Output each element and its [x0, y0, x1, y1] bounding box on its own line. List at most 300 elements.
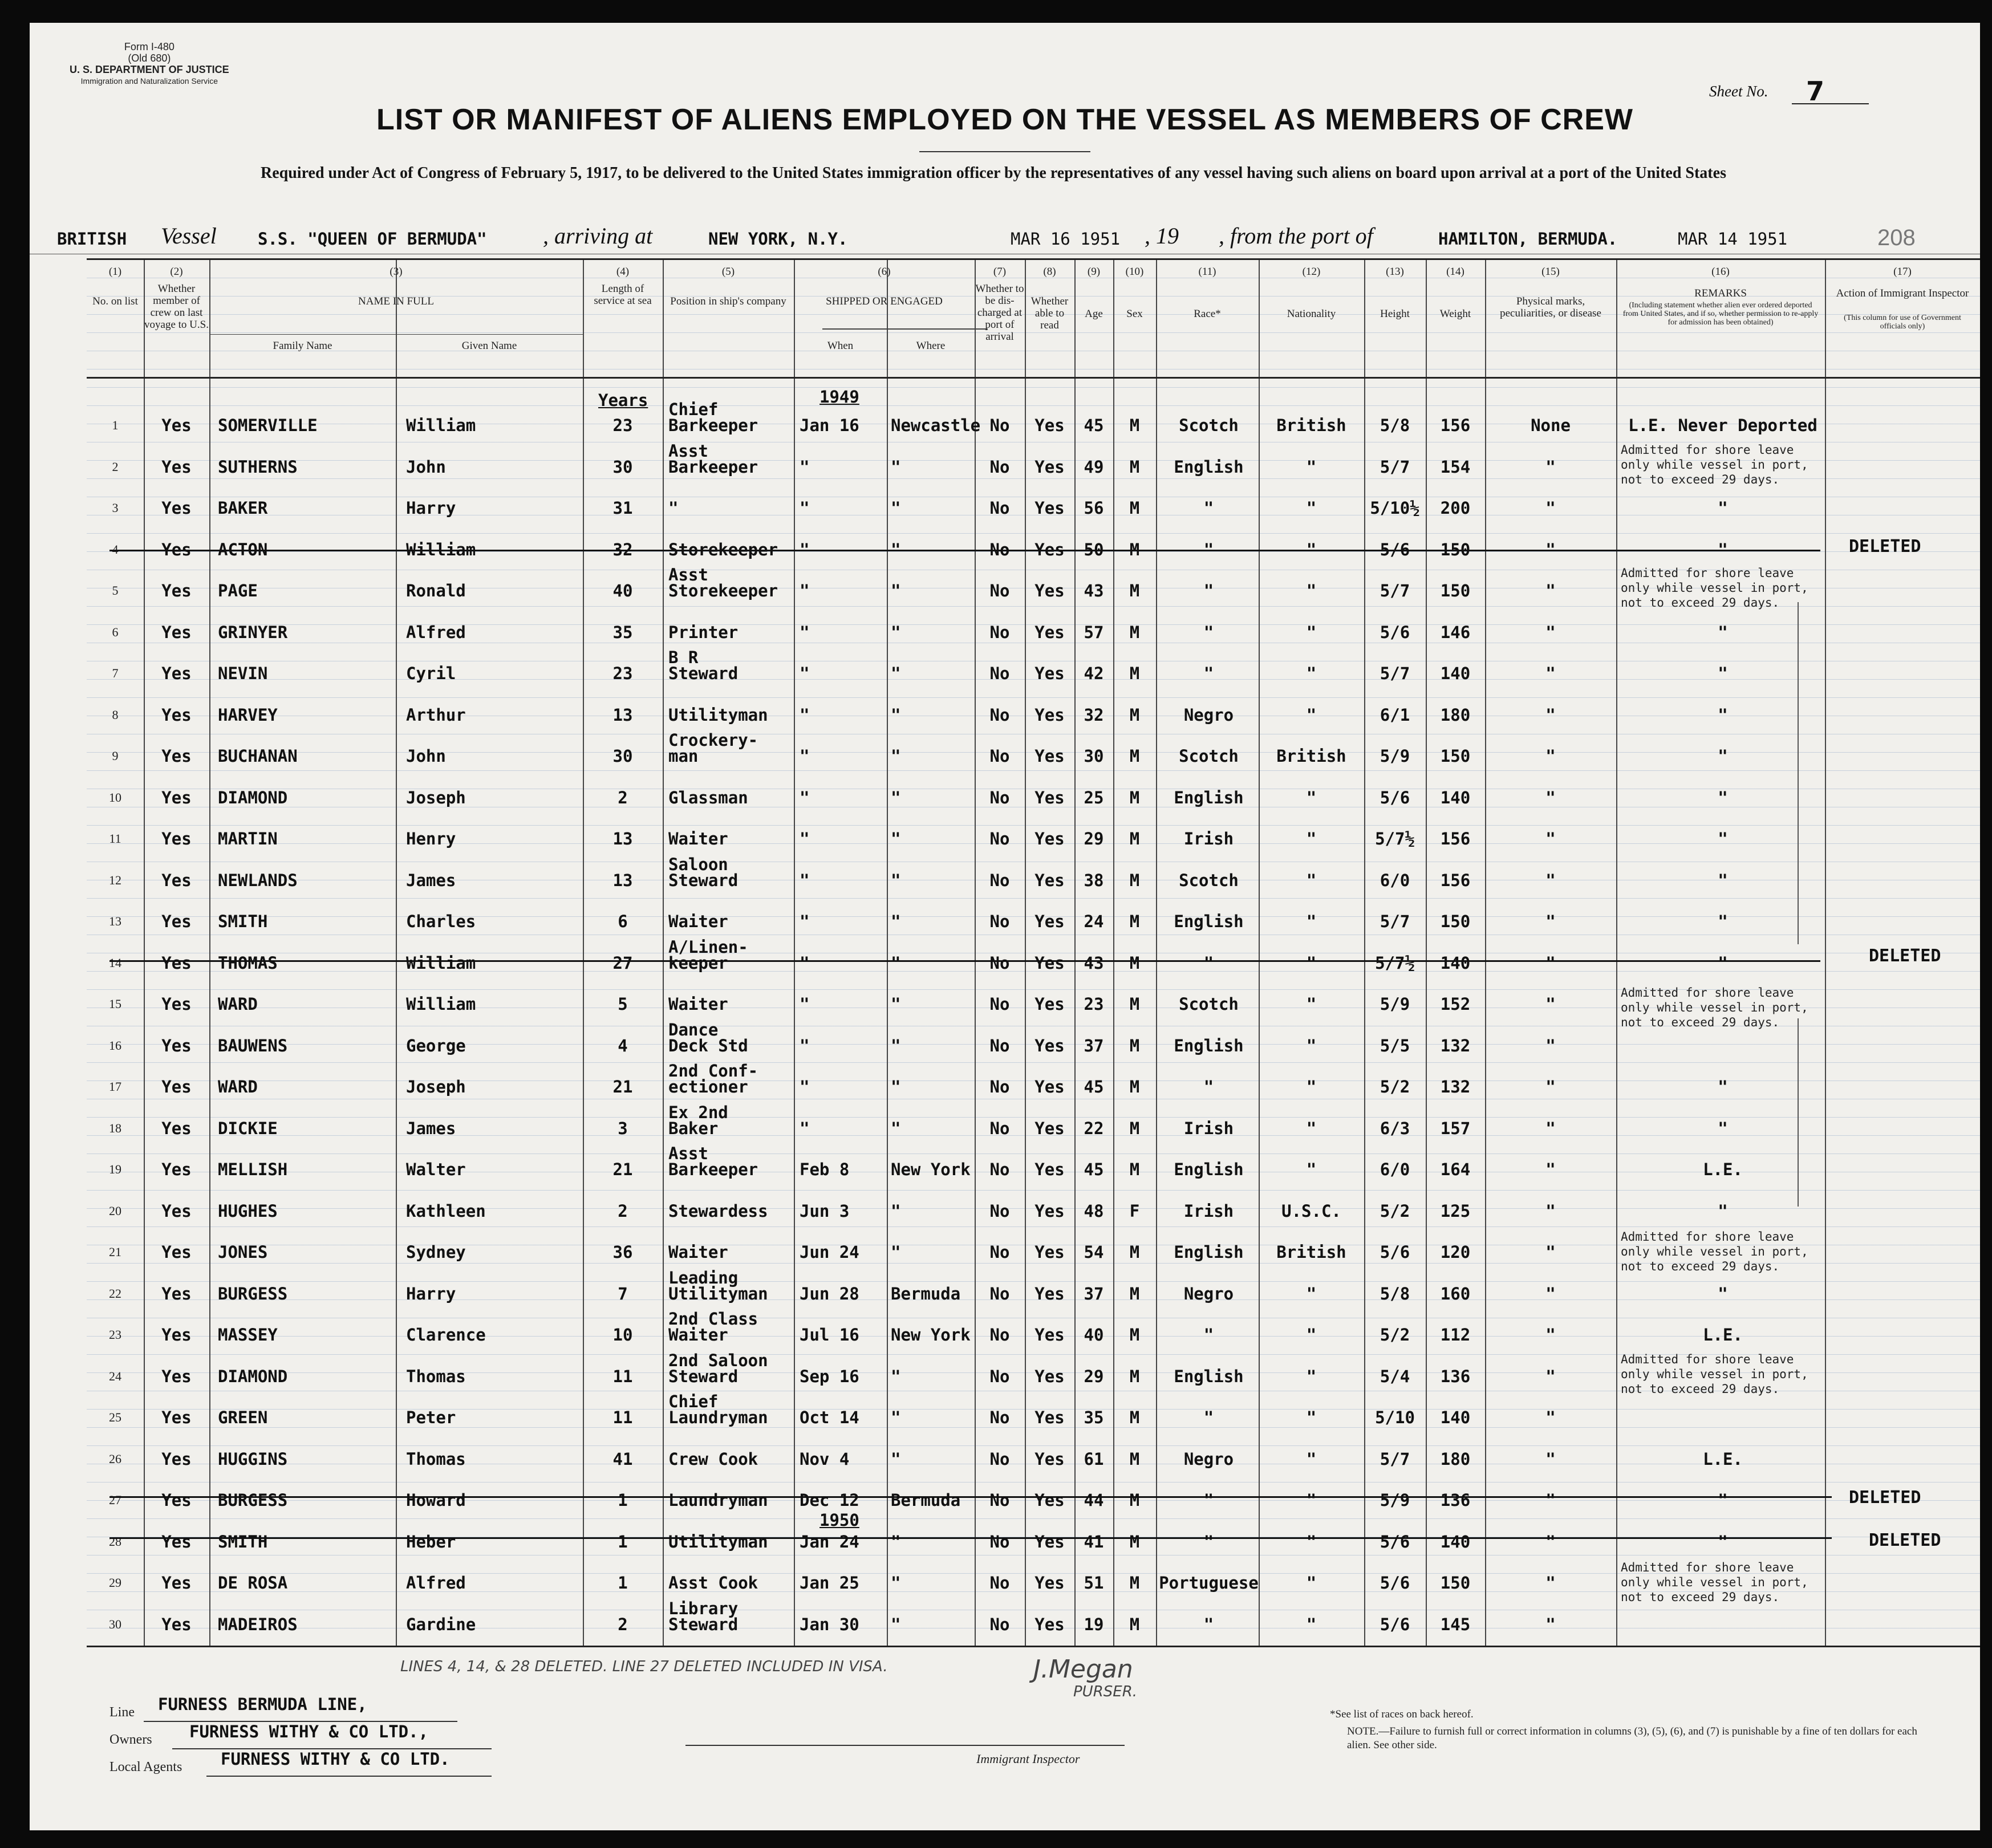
cell-years: 1	[618, 1490, 628, 1510]
owners-value: FURNESS WITHY & CO LTD.,	[189, 1722, 429, 1741]
cell-position-line1: Chief	[668, 1392, 719, 1411]
cell-when: Jun 28	[800, 1284, 859, 1303]
cell-years: 2	[618, 1614, 628, 1634]
col2-number: (2)	[170, 266, 183, 278]
cell-disch: No	[989, 1532, 1010, 1551]
cell-when: Jun 24	[800, 1242, 859, 1262]
form-number: Form I-480	[124, 41, 175, 52]
cell-position-line2: Deck Std	[668, 1035, 748, 1055]
cell-given: Cyril	[406, 664, 456, 683]
cell-read: Yes	[1034, 1449, 1065, 1469]
cell-position-line1: Leading	[668, 1268, 739, 1287]
cell-race: Scotch	[1179, 870, 1239, 890]
cell-years: 23	[612, 664, 633, 683]
cell-where: New York	[891, 1325, 971, 1345]
cell-remarks: "	[1718, 1284, 1728, 1303]
cell-last: Yes	[161, 1077, 192, 1096]
cell-when: "	[800, 746, 810, 766]
cell-disch: No	[989, 870, 1010, 890]
cell-where: "	[891, 622, 901, 642]
cell-years: 11	[612, 1408, 633, 1427]
cell-where: "	[891, 1077, 901, 1096]
cell-family: HUGHES	[218, 1201, 278, 1221]
col17-subheader: (This column for use of Government officials only)	[1844, 314, 1961, 331]
cell-wt: 156	[1440, 416, 1471, 435]
cell-ht: 5/7	[1380, 457, 1410, 477]
col-divider	[794, 260, 795, 1646]
cell-no: 25	[109, 1410, 121, 1424]
cell-given: Joseph	[406, 787, 466, 807]
cell-marks: "	[1545, 1408, 1556, 1427]
cell-family: HUGGINS	[218, 1449, 288, 1469]
col13-header: Height	[1380, 308, 1410, 320]
cell-nat: British	[1276, 1242, 1346, 1262]
cell-sex: M	[1129, 539, 1140, 559]
cell-age: 25	[1084, 787, 1104, 807]
cell-age: 48	[1084, 1201, 1104, 1221]
cell-remarks: "	[1718, 1118, 1728, 1138]
cell-remarks: "	[1718, 539, 1728, 559]
cell-ht: 5/7	[1380, 1449, 1410, 1469]
cell-where: "	[891, 705, 901, 725]
cell-race: "	[1203, 1614, 1214, 1634]
cell-when: Jan 25	[800, 1573, 859, 1593]
cell-age: 61	[1084, 1449, 1104, 1469]
cell-years: 27	[612, 953, 633, 973]
cell-marks: "	[1545, 1284, 1556, 1303]
manifest-sheet	[30, 23, 1980, 1830]
col9-header: Age	[1085, 308, 1103, 320]
where-header: Where	[916, 340, 946, 352]
col15-header: Physical marks, peculiarities, or disease	[1500, 295, 1601, 319]
cell-position-line2: Utilityman	[668, 1532, 768, 1551]
cell-read: Yes	[1034, 1160, 1065, 1179]
cell-last: Yes	[161, 1160, 192, 1179]
cell-remarks: "	[1718, 1490, 1728, 1510]
purser-label: PURSER.	[1073, 1683, 1138, 1700]
name-header-rule	[209, 334, 583, 335]
cell-ht: 5/7	[1380, 581, 1410, 600]
cell-where: "	[891, 746, 901, 766]
vessel-flag: BRITISH	[57, 229, 127, 249]
year-label: , 19	[1145, 223, 1179, 249]
departure-port: HAMILTON, BERMUDA.	[1438, 229, 1618, 249]
cell-given: Henry	[406, 829, 456, 848]
cell-where: "	[891, 787, 901, 807]
cell-age: 35	[1084, 1408, 1104, 1427]
cell-marks: "	[1545, 705, 1556, 725]
cell-age: 37	[1084, 1284, 1104, 1303]
cell-nat: "	[1306, 1160, 1317, 1179]
col9-number: (9)	[1087, 266, 1101, 278]
cell-when: "	[800, 1118, 810, 1138]
cell-given: Walter	[406, 1160, 466, 1179]
cell-nat: "	[1306, 953, 1317, 973]
cell-sex: M	[1129, 457, 1140, 477]
cell-where: "	[891, 829, 901, 848]
cell-given: Harry	[406, 498, 456, 518]
cell-position-line2: Barkeeper	[668, 457, 758, 477]
cell-position-line2: Steward	[668, 1366, 739, 1386]
cell-age: 54	[1084, 1242, 1104, 1262]
cell-position-line2: Asst Cook	[668, 1573, 758, 1593]
cell-marks: "	[1545, 912, 1556, 931]
cell-sex: M	[1129, 829, 1140, 848]
cell-years: 30	[612, 457, 633, 477]
cell-where: "	[891, 581, 901, 600]
cell-marks: "	[1545, 498, 1556, 518]
cell-race: Negro	[1183, 1449, 1234, 1469]
cell-where: "	[891, 1366, 901, 1386]
cell-years: 1	[618, 1532, 628, 1551]
cell-family: HARVEY	[218, 705, 278, 725]
cell-no: 14	[109, 955, 121, 970]
cell-age: 29	[1084, 829, 1104, 848]
cell-where: "	[891, 539, 901, 559]
cell-sex: M	[1129, 1614, 1140, 1634]
cell-position-line2: Storekeeper	[668, 539, 778, 559]
cell-nat: U.S.C.	[1281, 1201, 1341, 1221]
cell-age: 37	[1084, 1035, 1104, 1055]
cell-where: Bermuda	[891, 1490, 961, 1510]
cell-ht: 5/6	[1380, 1573, 1410, 1593]
cell-family: DIAMOND	[218, 787, 288, 807]
cell-wt: 140	[1440, 787, 1471, 807]
shore-leave-remark: Admitted for shore leave only while vessel in port, not to exceed 29 days.	[1621, 566, 1808, 610]
cell-wt: 164	[1440, 1160, 1471, 1179]
cell-remarks: "	[1718, 953, 1728, 973]
deleted-stamp-row-28: DELETED	[1869, 1530, 1941, 1550]
cell-nat: "	[1306, 705, 1317, 725]
cell-read: Yes	[1034, 953, 1065, 973]
cell-marks: "	[1545, 457, 1556, 477]
col-divider	[1156, 260, 1157, 1646]
cell-no: 1	[112, 418, 119, 432]
cell-position-line1: Ex 2nd	[668, 1102, 728, 1122]
cell-no: 29	[109, 1575, 121, 1590]
cell-when: "	[800, 953, 810, 973]
cell-read: Yes	[1034, 870, 1065, 890]
cell-age: 38	[1084, 870, 1104, 890]
shore-leave-remark: Admitted for shore leave only while vessel in port, not to exceed 29 days.	[1621, 1230, 1808, 1273]
cell-no: 2	[112, 459, 119, 474]
cell-ht: 5/2	[1380, 1325, 1410, 1345]
cell-years: 30	[612, 746, 633, 766]
cell-family: MASSEY	[218, 1325, 278, 1345]
cell-family: BUCHANAN	[218, 746, 298, 766]
cell-wt: 136	[1440, 1366, 1471, 1386]
owners-label: Owners	[109, 1732, 152, 1747]
cell-last: Yes	[161, 622, 192, 642]
cell-marks: "	[1545, 539, 1556, 559]
vessel-label: Vessel	[161, 223, 217, 249]
cell-where: "	[891, 1614, 901, 1634]
col-divider	[396, 260, 397, 1646]
cell-given: Ronald	[406, 581, 466, 600]
cell-no: 18	[109, 1120, 121, 1135]
cell-race: Negro	[1183, 705, 1234, 725]
cell-no: 7	[112, 666, 119, 680]
cell-read: Yes	[1034, 1490, 1065, 1510]
cell-years: 21	[612, 1160, 633, 1179]
cell-where: "	[891, 953, 901, 973]
cell-wt: 125	[1440, 1201, 1471, 1221]
cell-nat: "	[1306, 664, 1317, 683]
year-1950-marker: 1950	[819, 1510, 859, 1530]
cell-disch: No	[989, 1284, 1010, 1303]
col4-header: Length of service at sea	[594, 283, 652, 307]
cell-last: Yes	[161, 994, 192, 1014]
cell-remarks: "	[1718, 622, 1728, 642]
cell-ht: 6/0	[1380, 1160, 1410, 1179]
cell-read: Yes	[1034, 416, 1065, 435]
row-28-strike	[109, 1537, 1832, 1539]
cell-race: Irish	[1183, 1118, 1234, 1138]
cell-age: 45	[1084, 416, 1104, 435]
cell-nat: "	[1306, 1325, 1317, 1345]
cell-sex: M	[1129, 664, 1140, 683]
cell-disch: No	[989, 705, 1010, 725]
cell-disch: No	[989, 1077, 1010, 1096]
cell-family: ACTON	[218, 539, 268, 559]
cell-nat: "	[1306, 912, 1317, 931]
shipped-header-rule	[822, 328, 988, 330]
cell-marks: "	[1545, 1118, 1556, 1138]
cell-position-line1: Asst	[668, 441, 708, 461]
cell-marks: "	[1545, 746, 1556, 766]
cell-where: "	[891, 1118, 901, 1138]
cell-wt: 140	[1440, 1408, 1471, 1427]
cell-read: Yes	[1034, 457, 1065, 477]
cell-ht: 5/7½	[1375, 829, 1415, 848]
cell-no: 4	[112, 542, 119, 557]
cell-remarks: "	[1718, 746, 1728, 766]
cell-marks: "	[1545, 1160, 1556, 1179]
cell-age: 32	[1084, 705, 1104, 725]
cell-when: Jul 16	[800, 1325, 859, 1345]
cell-position-line2: Waiter	[668, 1325, 728, 1345]
cell-disch: No	[989, 1118, 1010, 1138]
sheet-number-value: 7	[1806, 76, 1825, 107]
cell-race: "	[1203, 1325, 1214, 1345]
cell-years: 13	[612, 870, 633, 890]
cell-marks: "	[1545, 994, 1556, 1014]
cell-when: "	[800, 870, 810, 890]
cell-ht: 5/10	[1375, 1408, 1415, 1427]
cell-years: 1	[618, 1573, 628, 1593]
cell-no: 19	[109, 1162, 121, 1176]
cell-nat: "	[1306, 1284, 1317, 1303]
cell-read: Yes	[1034, 912, 1065, 931]
cell-read: Yes	[1034, 1408, 1065, 1427]
cell-age: 40	[1084, 1325, 1104, 1345]
cell-marks: "	[1545, 1573, 1556, 1593]
cell-nat: "	[1306, 994, 1317, 1014]
cell-years: 32	[612, 539, 633, 559]
cell-years: 13	[612, 705, 633, 725]
cell-no: 28	[109, 1534, 121, 1549]
page-subtitle: Required under Act of Congress of February 5, 1917, to be delivered to the United States immigration officer by the representatives of any vessel having such aliens on board upon arrival at a port of the United States	[261, 164, 1726, 182]
cell-where: Bermuda	[891, 1284, 961, 1303]
cell-wt: 150	[1440, 539, 1471, 559]
cell-position-line2: Laundryman	[668, 1408, 768, 1427]
col2-header: Whether member of crew on last voyage to U.S.	[144, 283, 209, 331]
cell-years: 36	[612, 1242, 633, 1262]
cell-marks: "	[1545, 1035, 1556, 1055]
cell-disch: No	[989, 1490, 1010, 1510]
cell-years: 23	[612, 416, 633, 435]
cell-given: Joseph	[406, 1077, 466, 1096]
cell-years: 6	[618, 912, 628, 931]
cell-wt: 140	[1440, 953, 1471, 973]
cell-given: James	[406, 1118, 456, 1138]
cell-last: Yes	[161, 1614, 192, 1634]
cell-where: Newcastle	[891, 416, 981, 435]
cell-sex: M	[1129, 1366, 1140, 1386]
pencil-bracket	[1798, 1018, 1799, 1207]
cell-given: Kathleen	[406, 1201, 486, 1221]
cell-position-line1: B R	[668, 648, 699, 667]
col10-number: (10)	[1125, 266, 1144, 278]
cell-sex: M	[1129, 416, 1140, 435]
cell-marks: "	[1545, 1449, 1556, 1469]
cell-race: "	[1203, 498, 1214, 518]
cell-position-line2: Barkeeper	[668, 1160, 758, 1179]
cell-read: Yes	[1034, 705, 1065, 725]
cell-race: Scotch	[1179, 746, 1239, 766]
cell-nat: "	[1306, 1490, 1317, 1510]
cell-nat: "	[1306, 1614, 1317, 1634]
cell-remarks: "	[1718, 1201, 1728, 1221]
cell-disch: No	[989, 539, 1010, 559]
cell-marks: "	[1545, 1366, 1556, 1386]
cell-marks: None	[1531, 416, 1571, 435]
cell-when: Dec 12	[800, 1490, 859, 1510]
cell-no: 27	[109, 1493, 121, 1507]
cell-read: Yes	[1034, 539, 1065, 559]
cell-read: Yes	[1034, 1201, 1065, 1221]
cell-position-line1: Dance	[668, 1020, 719, 1039]
cell-position-line2: Baker	[668, 1118, 719, 1138]
cell-race: English	[1174, 1242, 1244, 1262]
cell-nat: "	[1306, 581, 1317, 600]
cell-read: Yes	[1034, 994, 1065, 1014]
cell-read: Yes	[1034, 622, 1065, 642]
cell-age: 50	[1084, 539, 1104, 559]
col3-number: (3)	[390, 266, 403, 278]
cell-race: English	[1174, 912, 1244, 931]
cell-given: Clarence	[406, 1325, 486, 1345]
cell-read: Yes	[1034, 787, 1065, 807]
cell-family: THOMAS	[218, 953, 278, 973]
cell-disch: No	[989, 1201, 1010, 1221]
col17-header: Action of Immigrant Inspector	[1836, 287, 1969, 299]
cell-ht: 5/9	[1380, 1490, 1410, 1510]
cell-read: Yes	[1034, 1366, 1065, 1386]
cell-marks: "	[1545, 953, 1556, 973]
cell-years: 2	[618, 787, 628, 807]
cell-wt: 156	[1440, 870, 1471, 890]
cell-nat: "	[1306, 457, 1317, 477]
cell-when: "	[800, 912, 810, 931]
cell-marks: "	[1545, 1077, 1556, 1096]
cell-wt: 150	[1440, 1573, 1471, 1593]
cell-read: Yes	[1034, 1325, 1065, 1345]
cell-read: Yes	[1034, 1284, 1065, 1303]
cell-sex: M	[1129, 1035, 1140, 1055]
cell-given: Alfred	[406, 622, 466, 642]
cell-given: James	[406, 870, 456, 890]
cell-wt: 152	[1440, 994, 1471, 1014]
cell-no: 30	[109, 1617, 121, 1631]
cell-position-line2: Utilityman	[668, 705, 768, 725]
cell-sex: M	[1129, 622, 1140, 642]
cell-marks: "	[1545, 1490, 1556, 1510]
cell-ht: 5/7	[1380, 912, 1410, 931]
cell-disch: No	[989, 1325, 1010, 1345]
cell-remarks: L.E.	[1703, 1160, 1743, 1179]
cell-wt: 180	[1440, 1449, 1471, 1469]
cell-ht: 5/6	[1380, 539, 1410, 559]
cell-nat: "	[1306, 1077, 1317, 1096]
cell-read: Yes	[1034, 1118, 1065, 1138]
cell-family: SMITH	[218, 1532, 268, 1551]
row-27-strike	[109, 1496, 1832, 1498]
cell-nat: "	[1306, 829, 1317, 848]
cell-race: Portuguese	[1159, 1573, 1259, 1593]
cell-race: English	[1174, 1160, 1244, 1179]
shore-leave-remark: Admitted for shore leave only while vessel in port, not to exceed 29 days.	[1621, 1353, 1808, 1396]
cell-age: 22	[1084, 1118, 1104, 1138]
cell-when: "	[800, 1077, 810, 1096]
cell-no: 21	[109, 1245, 121, 1259]
cell-race: English	[1174, 457, 1244, 477]
col3-header: NAME IN FULL	[358, 295, 434, 307]
col16-header: REMARKS	[1694, 287, 1747, 299]
cell-when: "	[800, 787, 810, 807]
local-agents-label: Local Agents	[109, 1760, 182, 1774]
cell-race: Scotch	[1179, 994, 1239, 1014]
cell-race: Irish	[1183, 1201, 1234, 1221]
cell-disch: No	[989, 1573, 1010, 1593]
cell-position-line1: Asst	[668, 565, 708, 584]
vessel-name: S.S. "QUEEN OF BERMUDA"	[258, 229, 487, 249]
cell-race: English	[1174, 1366, 1244, 1386]
page-title: LIST OR MANIFEST OF ALIENS EMPLOYED ON THE VESSEL AS MEMBERS OF CREW	[376, 103, 1633, 136]
cell-years: 7	[618, 1284, 628, 1303]
cell-wt: 200	[1440, 498, 1471, 518]
cell-position-line1: 2nd Saloon	[668, 1350, 768, 1370]
cell-nat: "	[1306, 622, 1317, 642]
cell-no: 23	[109, 1327, 121, 1342]
cell-race: "	[1203, 953, 1214, 973]
cell-when: "	[800, 581, 810, 600]
cell-disch: No	[989, 1366, 1010, 1386]
cell-position-line1: Asst	[668, 1144, 708, 1163]
cell-where: "	[891, 1035, 901, 1055]
col1-number: (1)	[108, 266, 122, 278]
shore-leave-remark: Admitted for shore leave only while vessel in port, not to exceed 29 days.	[1621, 986, 1808, 1029]
cell-race: English	[1174, 787, 1244, 807]
cell-given: William	[406, 539, 476, 559]
cell-given: John	[406, 746, 446, 766]
col5-header: Position in ship's company	[670, 295, 786, 307]
cell-position-line1: Chief	[668, 400, 719, 419]
cell-when: "	[800, 994, 810, 1014]
col8-number: (8)	[1043, 266, 1056, 278]
cell-position-line2: Laundryman	[668, 1490, 768, 1510]
cell-last: Yes	[161, 1573, 192, 1593]
